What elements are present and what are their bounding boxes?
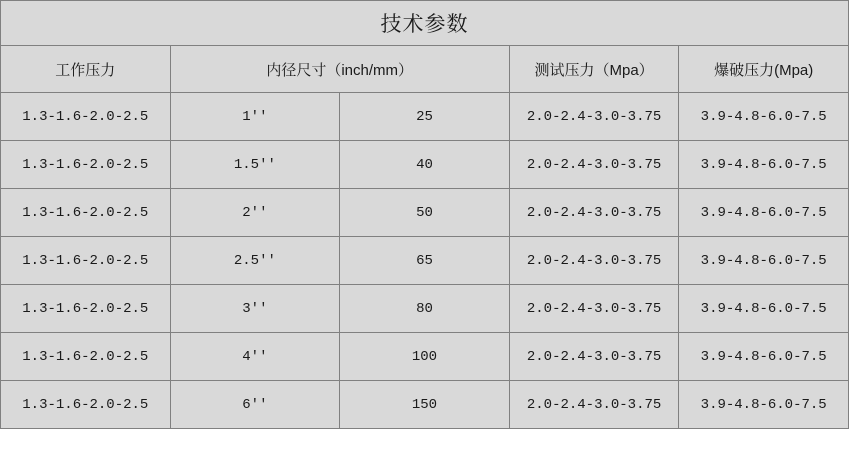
table-row — [1, 93, 849, 141]
table-header-row — [1, 46, 849, 93]
cell-working-pressure: 1.3-1.6-2.0-2.5 — [1, 141, 171, 189]
cell-inner-diameter-inch: 4'' — [170, 333, 340, 381]
column-header-working-pressure: 工作压力 — [1, 46, 171, 93]
cell-burst-pressure: 3.9-4.8-6.0-7.5 — [679, 189, 849, 237]
cell-inner-diameter-mm: 25 — [340, 93, 510, 141]
cell-burst-pressure: 3.9-4.8-6.0-7.5 — [679, 285, 849, 333]
cell-inner-diameter-inch: 2'' — [170, 189, 340, 237]
cell-burst-pressure: 3.9-4.8-6.0-7.5 — [679, 93, 849, 141]
column-header-test-pressure: 测试压力（Mpa） — [509, 46, 679, 93]
cell-test-pressure: 2.0-2.4-3.0-3.75 — [509, 93, 679, 141]
table-row — [1, 285, 849, 333]
cell-inner-diameter-mm: 65 — [340, 237, 510, 285]
cell-inner-diameter-mm: 40 — [340, 141, 510, 189]
cell-test-pressure: 2.0-2.4-3.0-3.75 — [509, 285, 679, 333]
cell-working-pressure: 1.3-1.6-2.0-2.5 — [1, 237, 171, 285]
table-title-row — [1, 1, 849, 46]
cell-burst-pressure: 3.9-4.8-6.0-7.5 — [679, 333, 849, 381]
cell-burst-pressure: 3.9-4.8-6.0-7.5 — [679, 141, 849, 189]
cell-burst-pressure: 3.9-4.8-6.0-7.5 — [679, 237, 849, 285]
cell-working-pressure: 1.3-1.6-2.0-2.5 — [1, 93, 171, 141]
cell-inner-diameter-inch: 2.5'' — [170, 237, 340, 285]
cell-inner-diameter-inch: 1'' — [170, 93, 340, 141]
cell-inner-diameter-inch: 3'' — [170, 285, 340, 333]
cell-inner-diameter-mm: 100 — [340, 333, 510, 381]
table-row — [1, 141, 849, 189]
cell-inner-diameter-inch: 6'' — [170, 381, 340, 429]
cell-inner-diameter-inch: 1.5'' — [170, 141, 340, 189]
table-row — [1, 333, 849, 381]
table-row — [1, 381, 849, 429]
cell-test-pressure: 2.0-2.4-3.0-3.75 — [509, 189, 679, 237]
table-row — [1, 189, 849, 237]
column-header-burst-pressure: 爆破压力(Mpa) — [679, 46, 849, 93]
cell-burst-pressure: 3.9-4.8-6.0-7.5 — [679, 381, 849, 429]
table-title: 技术参数 — [1, 1, 849, 46]
cell-test-pressure: 2.0-2.4-3.0-3.75 — [509, 141, 679, 189]
cell-inner-diameter-mm: 150 — [340, 381, 510, 429]
cell-test-pressure: 2.0-2.4-3.0-3.75 — [509, 381, 679, 429]
cell-working-pressure: 1.3-1.6-2.0-2.5 — [1, 285, 171, 333]
cell-inner-diameter-mm: 50 — [340, 189, 510, 237]
cell-test-pressure: 2.0-2.4-3.0-3.75 — [509, 237, 679, 285]
column-header-inner-diameter: 内径尺寸（inch/mm） — [170, 46, 509, 93]
table-row — [1, 237, 849, 285]
cell-working-pressure: 1.3-1.6-2.0-2.5 — [1, 333, 171, 381]
cell-test-pressure: 2.0-2.4-3.0-3.75 — [509, 333, 679, 381]
cell-working-pressure: 1.3-1.6-2.0-2.5 — [1, 381, 171, 429]
cell-inner-diameter-mm: 80 — [340, 285, 510, 333]
cell-working-pressure: 1.3-1.6-2.0-2.5 — [1, 189, 171, 237]
